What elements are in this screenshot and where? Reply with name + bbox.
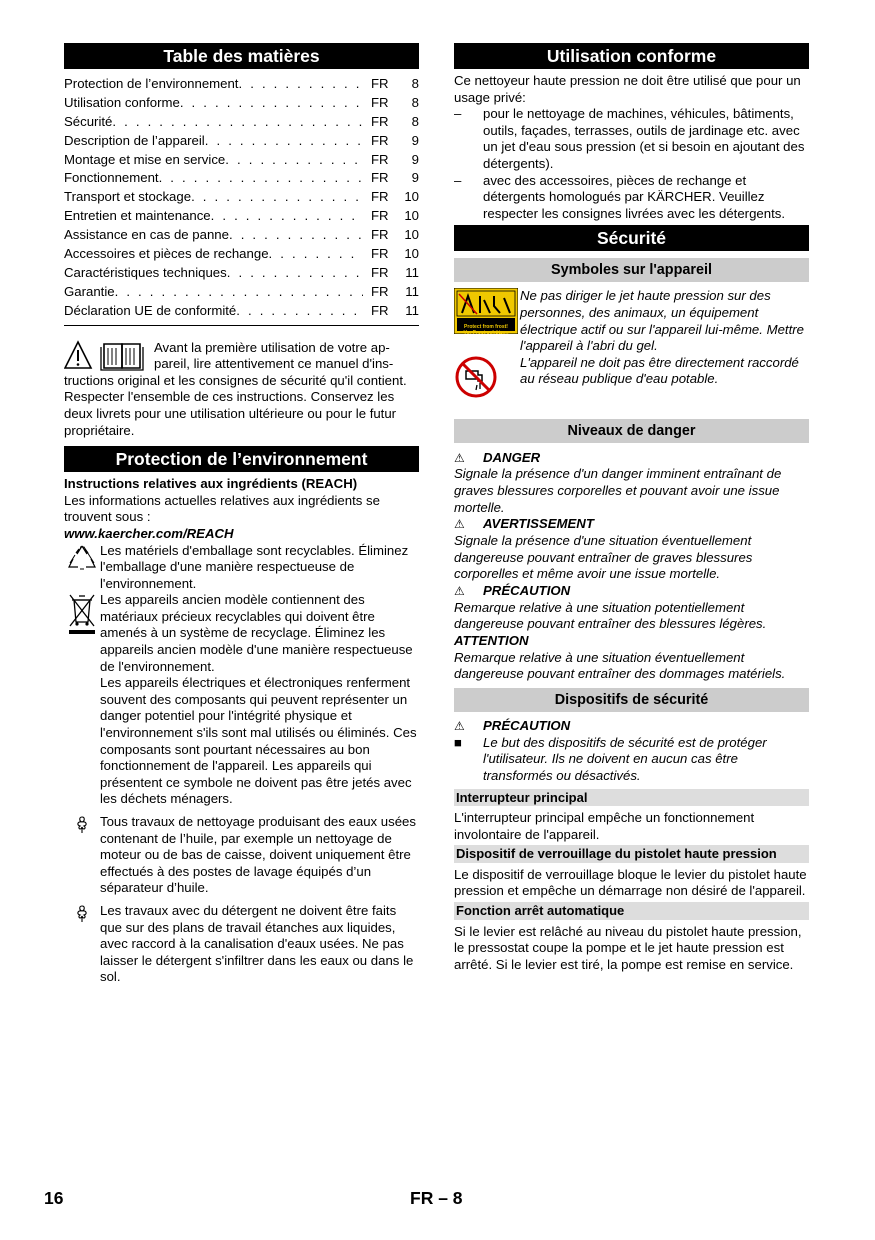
square-bullet-icon: ■ (454, 734, 462, 750)
weee-block (64, 592, 419, 808)
toc-divider (64, 325, 419, 326)
crossed-bin-icon (64, 592, 100, 636)
env-title: Protection de l’environnement (64, 446, 419, 472)
usage-bullet: – pour le nettoyage de machines, véhicules, bâtiments, outils, façades, terrasses, outils de jardinage etc. avec un jet d'eau sous pression (et si besoin en ajoutant des détergents). (454, 106, 805, 171)
devices-caution: ⚠ PRÉCAUTION (454, 718, 571, 734)
symbols-title: Symboles sur l'appareil (454, 258, 809, 282)
toc-item[interactable]: Déclaration UE de conformité . . . FR 11 (64, 302, 419, 321)
main-switch-text: L'interrupteur principal empêche un fonctionnement involontaire de l'appareil. (454, 810, 755, 842)
right-column (454, 43, 809, 973)
level-warning: ⚠ AVERTISSEMENT (454, 516, 594, 532)
toc-item[interactable]: Accessoires et pièces de rechange . . . FR 10 (64, 245, 419, 264)
intro-icons (64, 340, 150, 372)
intro-text: tructions original et les consignes de sécurité qu'il contient. Respecter l'ensemble de ces instructions. Conservez les deux livrets pour une utilisation ultérieure ou pour le futur propriétaire. (64, 372, 407, 438)
no-drinking-water-icon (454, 355, 520, 404)
warning-icon: ⚠ (454, 584, 465, 599)
warning-icon: ⚠ (454, 517, 465, 532)
toc-item[interactable]: Utilisation conforme . . . FR 8 (64, 94, 419, 113)
toc-item[interactable]: Fonctionnement . . . FR 9 (64, 169, 419, 188)
detergent-block (64, 903, 419, 986)
weee-text-1: Les appareils ancien modèle contiennent des matériaux précieux recyclables qui doivent être amenés à un système de recyclage. Éliminez les appareils ancien modèle d'une manière respectueuse de l'environnement. (100, 592, 413, 674)
safety-title: Sécurité (454, 225, 809, 251)
intro-block (64, 340, 419, 440)
toc-item[interactable]: Garantie . . . FR 11 (64, 283, 419, 302)
danger-levels: ⚠ DANGER Signale la présence d'un danger imminent entraînant de graves blessures corporelles et pouvant avoir une issue mortelle. ⚠ AVERTISSEMENT Signale la présence d'une situation éventuellement dangereuse pouvant entraîner de graves blessures corporelles et même avoir une issue mortelle. ⚠ PRÉCAUTION Remarque relative à une situation potentiellement dangereuse pouvant entraîner des blessures légères. ATTENTION Remarque relative à une situation éventuellement dangereuse pouvant entraîner des dommages matériels. (454, 449, 809, 683)
intro-line1: Avant la première utilisation de votre ap- (154, 339, 390, 355)
level-caution: ⚠ PRÉCAUTION (454, 583, 571, 599)
devices-note: ■ Le but des dispositifs de sécurité est de protéger l'utilisateur. Ils ne doivent en aucun cas être transformés ou désactivés. (454, 734, 767, 784)
reach-heading: Instructions relatives aux ingrédients (REACH) (64, 476, 358, 492)
toc-item[interactable]: Description de l’appareil . . . FR 9 (64, 132, 419, 151)
toc-item[interactable]: Protection de l’environnement . . . FR 8 (64, 75, 419, 94)
main-switch-title: Interrupteur principal (454, 789, 809, 807)
symbol-text-2: L'appareil ne doit pas être directement raccordé au réseau publique d'eau potable. (520, 354, 799, 387)
oil-text: Tous travaux de nettoyage produisant des eaux usées contenant de l’huile, par exemple un nettoyage de moteur ou de bas de caisse, doivent uniquement être effectués à des postes de lavage équipés d’un séparateur d’huile. (100, 814, 416, 896)
oil-block (64, 814, 419, 897)
recycle-text: Les matériels d'emballage sont recyclables. Éliminez l'emballage d'une manière respectueuse de l'environnement. (100, 542, 409, 591)
left-column (64, 43, 419, 986)
symbol-block-1 (454, 288, 809, 354)
lock-text: Le dispositif de verrouillage bloque le levier du pistolet haute pression et empêche un démarrage non désiré de l'appareil. (454, 866, 807, 899)
usage-title: Utilisation conforme (454, 43, 809, 69)
page-number: 16 (44, 1188, 64, 1208)
reach-text: Les informations actuelles relatives aux ingrédients se trouvent sous : (64, 492, 380, 525)
reach-link[interactable]: www.kaercher.com/REACH (64, 525, 234, 541)
environment-icon (64, 903, 100, 923)
detergent-text: Les travaux avec du détergent ne doivent être faits que sur des plans de travail étanches aux liquides, avec raccord à la canalisation d'eaux usées. Ne pas laisser le détergent s'infiltrer dans les eaux ou dans le sol. (100, 902, 414, 985)
toc-item[interactable]: Transport et stockage . . . FR 10 (64, 188, 419, 207)
level-danger: ⚠ DANGER (454, 449, 541, 465)
warning-icon: ⚠ (454, 719, 465, 734)
toc-item[interactable]: Assistance en cas de panne . . . FR 10 (64, 226, 419, 245)
recycle-icon (64, 543, 100, 573)
toc-item[interactable]: Montage et mise en service . . . FR 9 (64, 151, 419, 170)
toc-title: Table des matières (64, 43, 419, 69)
auto-stop-title: Fonction arrêt automatique (454, 902, 809, 920)
toc-item[interactable]: Caractéristiques techniques . . . FR 11 (64, 264, 419, 283)
toc-list (64, 75, 419, 321)
weee-text-2: Les appareils électriques et électroniques renferment souvent des composants qui peuvent représenter un danger potentiel pour l'intégrité physique et l'environnement s'ils sont mal utilisés ou éliminés. Ces composants sont pourtant nécessaires au bon fonctionnement de l'appareil. Les appareils qui présentent ce symbole ne doivent pas être jetés avec les déchets ménagers. (100, 675, 417, 807)
symbol-block-2 (454, 355, 809, 404)
device-warning-label: Protect from frost! Vor Frost schützen (454, 288, 520, 339)
section-page: FR – 8 (410, 1188, 463, 1208)
usage-bullet: – avec des accessoires, pièces de rechange et détergents homologués par KÄRCHER. Veuillez respecter les consignes livrées avec les détergents. (454, 172, 785, 221)
toc-item[interactable]: Entretien et maintenance . . . FR 10 (64, 207, 419, 226)
recycle-block (64, 543, 419, 593)
toc-item[interactable]: Sécurité . . . FR 8 (64, 113, 419, 132)
lock-title: Dispositif de verrouillage du pistolet haute pression (454, 845, 809, 863)
devices-title: Dispositifs de sécurité (454, 688, 809, 712)
usage-intro: Ce nettoyeur haute pression ne doit être utilisé que pour un usage privé: (454, 73, 801, 105)
intro-line2: pareil, lire attentivement ce manuel d'ins- (154, 356, 394, 372)
levels-title: Niveaux de danger (454, 419, 809, 443)
warning-manual-icon (64, 340, 150, 372)
environment-icon (64, 814, 100, 834)
symbol-text-1: Ne pas diriger le jet haute pression sur des personnes, des animaux, un équipement électrique actif ou sur l'appareil lui-même. Mettre l'appareil à l'abri du gel. (520, 288, 804, 354)
warning-icon: ⚠ (454, 450, 465, 465)
level-attention: ATTENTION (454, 633, 529, 649)
auto-stop-text: Si le levier est relâché au niveau du pistolet haute pression, le pressostat coupe la pompe et le jet haute pression est arrêté. Si le levier est tiré, la pompe est remise en service. (454, 923, 802, 972)
